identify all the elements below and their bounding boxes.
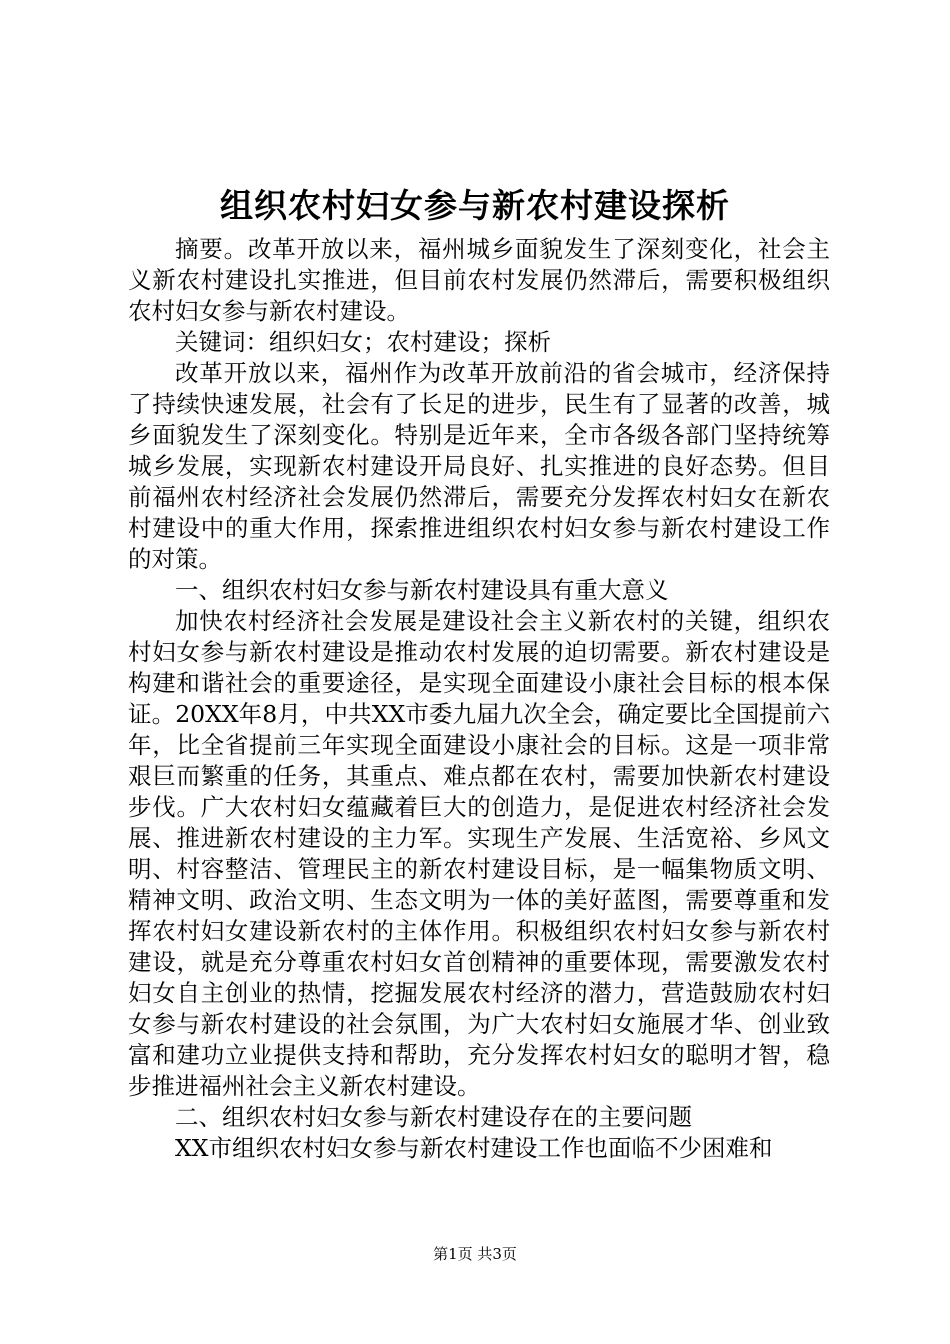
intro-paragraph: 改革开放以来，福州作为改革开放前沿的省会城市，经济保持了持续快速发展，社会有了长足的进步，民生有了显著的改善，城乡面貌发生了深刻变化。特别是近年来，全市各级各部门坚持统筹城乡发展，实现新农村建设开局良好、扎实推进的良好态势。但目前福州农村经济社会发展仍然滞后，需要充分发挥农村妇女在新农村建设中的重大作用，探索推进组织农村妇女参与新农村建设工作的对策。 [128,359,830,573]
keywords-line: 关键词：组织妇女；农村建设；探析 [175,328,551,356]
abstract-paragraph: 摘要。改革开放以来，福州城乡面貌发生了深刻变化，社会主义新农村建设扎实推进，但目前农村发展仍然滞后，需要积极组织农村妇女参与新农村建设。 [128,235,830,325]
page-number-footer: 第1页 共3页 [433,1245,517,1263]
section-2-paragraph: XX市组织农村妇女参与新农村建设工作也面临不少困难和 [175,1134,773,1162]
section-2-heading: 二、组织农村妇女参与新农村建设存在的主要问题 [175,1103,692,1131]
document-body [128,234,830,1164]
section-1-heading: 一、组织农村妇女参与新农村建设具有重大意义 [175,576,669,604]
document-title: 组织农村妇女参与新农村建设探析 [220,186,730,225]
section-1-paragraph: 加快农村经济社会发展是建设社会主义新农村的关键，组织农村妇女参与新农村建设是推动农村发展的迫切需要。新农村建设是构建和谐社会的重要途径，是实现全面建设小康社会目标的根本保证。20XX年8月，中共XX市委九届九次全会，确定要比全国提前六年，比全省提前三年实现全面建设小康社会的目标。这是一项非常艰巨而繁重的任务，其重点、难点都在农村，需要加快新农村建设步伐。广大农村妇女蕴藏着巨大的创造力，是促进农村经济社会发展、推进新农村建设的主力军。实现生产发展、生活宽裕、乡风文明、村容整洁、管理民主的新农村建设目标，是一幅集物质文明、精神文明、政治文明、生态文明为一体的美好蓝图，需要尊重和发挥农村妇女建设新农村的主体作用。积极组织农村妇女参与新农村建设，就是充分尊重农村妇女首创精神的重要体现，需要激发农村妇女自主创业的热情，挖掘发展农村经济的潜力，营造鼓励农村妇女参与新农村建设的社会氛围，为广大农村妇女施展才华、创业致富和建功立业提供支持和帮助，充分发挥农村妇女的聪明才智，稳步推进福州社会主义新农村建设。 [128,607,830,1100]
